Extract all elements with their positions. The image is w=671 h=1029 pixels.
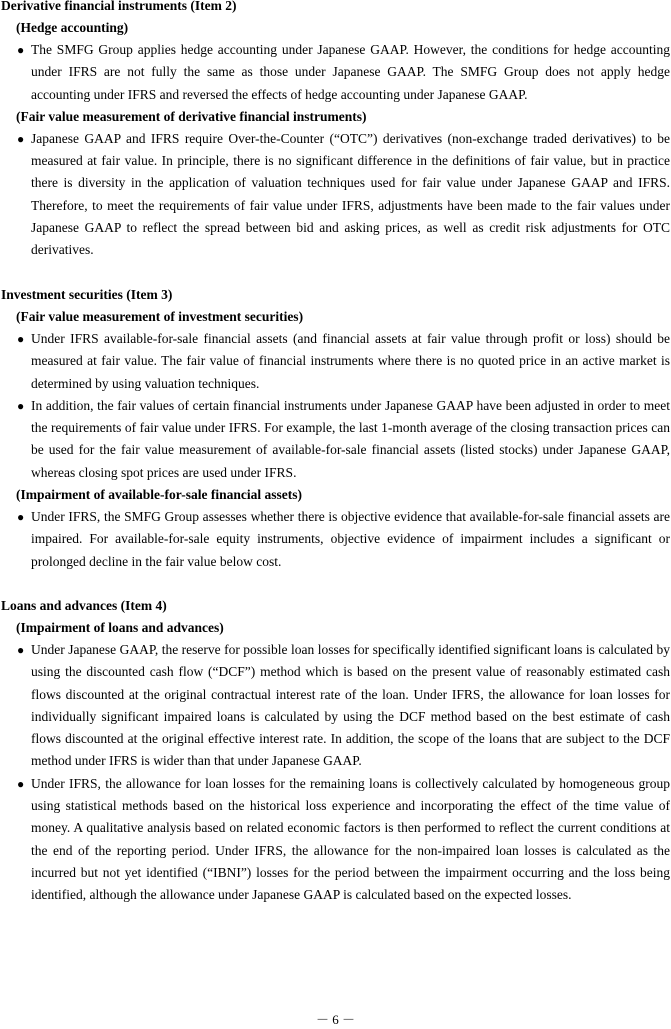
- section-derivatives: [0, 0, 671, 262]
- bullet-text: The SMFG Group applies hedge accounting under Japanese GAAP. However, the conditions for hedge accounting under IFRS are not fully the same as those under Japanese GAAP. The SMFG Group does not apply hedge accounting under IFRS and reversed the effects of hedge accounting under Japanese GAAP.: [31, 42, 670, 102]
- list-item: [0, 395, 671, 484]
- section-title: Loans and advances (Item 4): [1, 598, 167, 613]
- bullet-icon: ●: [17, 776, 25, 791]
- list-item: [0, 328, 671, 395]
- list-item: [0, 773, 671, 907]
- bullet-text: Under IFRS available-for-sale financial assets (and financial assets at fair value through profit or loss) should be measured at fair value. The fair value of financial instruments where there is no quoted price in an active market is determined by using valuation techniques.: [31, 331, 670, 391]
- bullet-icon: ●: [17, 332, 25, 346]
- bullet-text: In addition, the fair values of certain financial instruments under Japanese GAAP have been adjusted in order to meet the requirements of fair value under IFRS. For example, the last 1-month average of the closing transaction prices can be used for the fair value measurement of available-for-sale financial assets (listed stocks) under Japanese GAAP, whereas closing spot prices are used under IFRS.: [31, 397, 670, 480]
- subsection-title: (Fair value measurement of investment securities): [16, 309, 304, 324]
- bullet-text: Under IFRS, the allowance for loan losses for the remaining loans is collectively calculated by homogeneous group using statistical methods based on the historical loss experience and incorporating the effect of the time value of money. A qualitative analysis based on related economic factors is then performed to reflect the current conditions at the end of the reporting period. Under IFRS, the allowance for the non-impaired loan losses is calculated as the incurred but not yet identified (“IBNI”) losses for the period between the impairment occurring and the loss being identified, although the allowance under Japanese GAAP is calculated based on the expected losses.: [31, 775, 670, 903]
- section-title: Derivative financial instruments (Item 2): [1, 0, 237, 13]
- bullet-text: Under Japanese GAAP, the reserve for possible loan losses for specifically identified significant loans is calculated by using the discounted cash flow (“DCF”) method which is based on the present value of reasonably estimated cash flows discounted at the original contractual interest rate of the loan. Under IFRS, the allowance for loan losses for individually significant impaired loans is calculated by using the DCF method based on the best estimate of cash flows discounted at the original effective interest rate. In addition, the scope of the loans that are subject to the DCF method under IFRS is wider than that under Japanese GAAP.: [31, 642, 670, 769]
- section-title: Investment securities (Item 3): [1, 287, 173, 302]
- list-item: [0, 128, 671, 262]
- bullet-icon: ●: [17, 131, 25, 146]
- bullet-icon: ●: [17, 398, 25, 413]
- list-item: [0, 639, 671, 773]
- list-item: [0, 506, 671, 573]
- subsection-title: (Impairment of loans and advances): [16, 620, 224, 635]
- bullet-icon: ●: [17, 43, 25, 57]
- list-item: [0, 39, 671, 106]
- bullet-icon: ●: [17, 643, 25, 657]
- section-loans-and-advances: [0, 595, 671, 907]
- bullet-list: [0, 506, 671, 573]
- bullet-list: [0, 639, 671, 907]
- subsection-title: (Hedge accounting): [16, 20, 129, 35]
- bullet-list: [0, 328, 671, 484]
- subsection-title: (Impairment of available-for-sale financial assets): [16, 487, 302, 503]
- bullet-list: [0, 128, 671, 262]
- bullet-text: Under IFRS, the SMFG Group assesses whether there is objective evidence that available-for-sale financial assets are impaired. For available-for-sale equity instruments, objective evidence of impairment includes a significant or prolonged decline in the fair value below cost.: [31, 509, 670, 569]
- page-number: － 6 －: [315, 1012, 355, 1027]
- subsection-title: (Fair value measurement of derivative financial instruments): [16, 108, 367, 124]
- bullet-list: [0, 39, 671, 106]
- section-investment-securities: [0, 284, 671, 573]
- bullet-icon: ●: [17, 510, 25, 525]
- bullet-text: Japanese GAAP and IFRS require Over-the-Counter (“OTC”) derivatives (non-exchange traded derivatives) to be measured at fair value. In principle, there is no significant difference in the definitions of fair value, but in practice there is diversity in the application of valuation techniques used for fair value under Japanese GAAP and IFRS. Therefore, to meet the requirements of fair value under IFRS, adjustments have been made to the fair values under Japanese GAAP to reflect the spread between bid and asking prices, as well as credit risk adjustments for OTC derivatives.: [31, 130, 670, 258]
